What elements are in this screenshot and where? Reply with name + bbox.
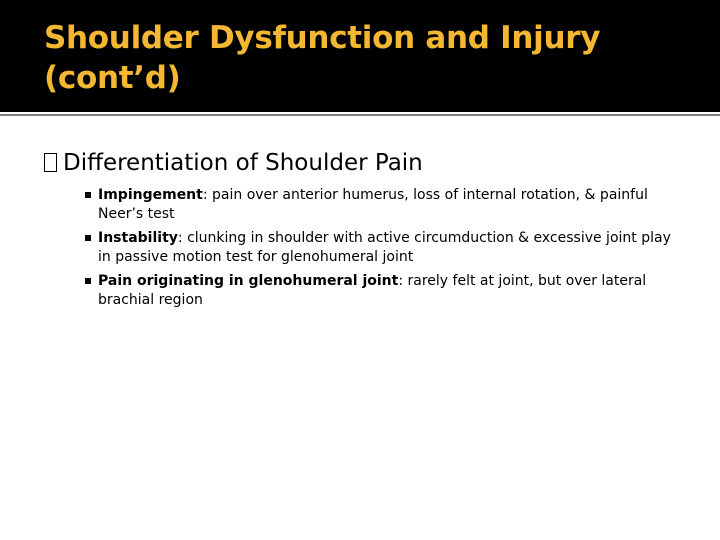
- title-line-1: Shoulder Dysfunction and Injury: [44, 20, 601, 56]
- square-bullet-icon: [85, 235, 91, 241]
- title-line-2: (cont’d): [44, 60, 181, 96]
- list-item: [44, 272, 684, 310]
- square-bullet-icon: [85, 192, 91, 198]
- item-text: pain over anterior humerus, loss of internal rotation, & painful Neer’s test: [98, 187, 648, 222]
- title-bar: [0, 0, 720, 112]
- section-heading: [44, 146, 684, 180]
- square-bullet-icon: [85, 278, 91, 284]
- item-text: rarely felt at joint, but over lateral brachial region: [98, 273, 647, 308]
- list-item: [44, 186, 684, 224]
- item-term: Pain originating in glenohumeral joint: [98, 273, 399, 289]
- item-term: Instability: [98, 230, 178, 246]
- square-box-icon: [44, 153, 57, 172]
- slide-content: [44, 146, 684, 315]
- item-separator: :: [177, 230, 188, 246]
- bullet-list: [44, 186, 684, 310]
- list-item: [44, 229, 684, 267]
- item-separator: :: [202, 187, 213, 203]
- item-text: clunking in shoulder with active circumduction & excessive joint play in passive motion test for glenohumeral joint: [98, 230, 671, 265]
- item-separator: :: [398, 273, 408, 289]
- item-term: Impingement: [98, 187, 203, 203]
- title-divider: [0, 114, 720, 116]
- slide-title: [44, 18, 600, 98]
- section-heading-text: Differentiation of Shoulder Pain: [63, 150, 423, 176]
